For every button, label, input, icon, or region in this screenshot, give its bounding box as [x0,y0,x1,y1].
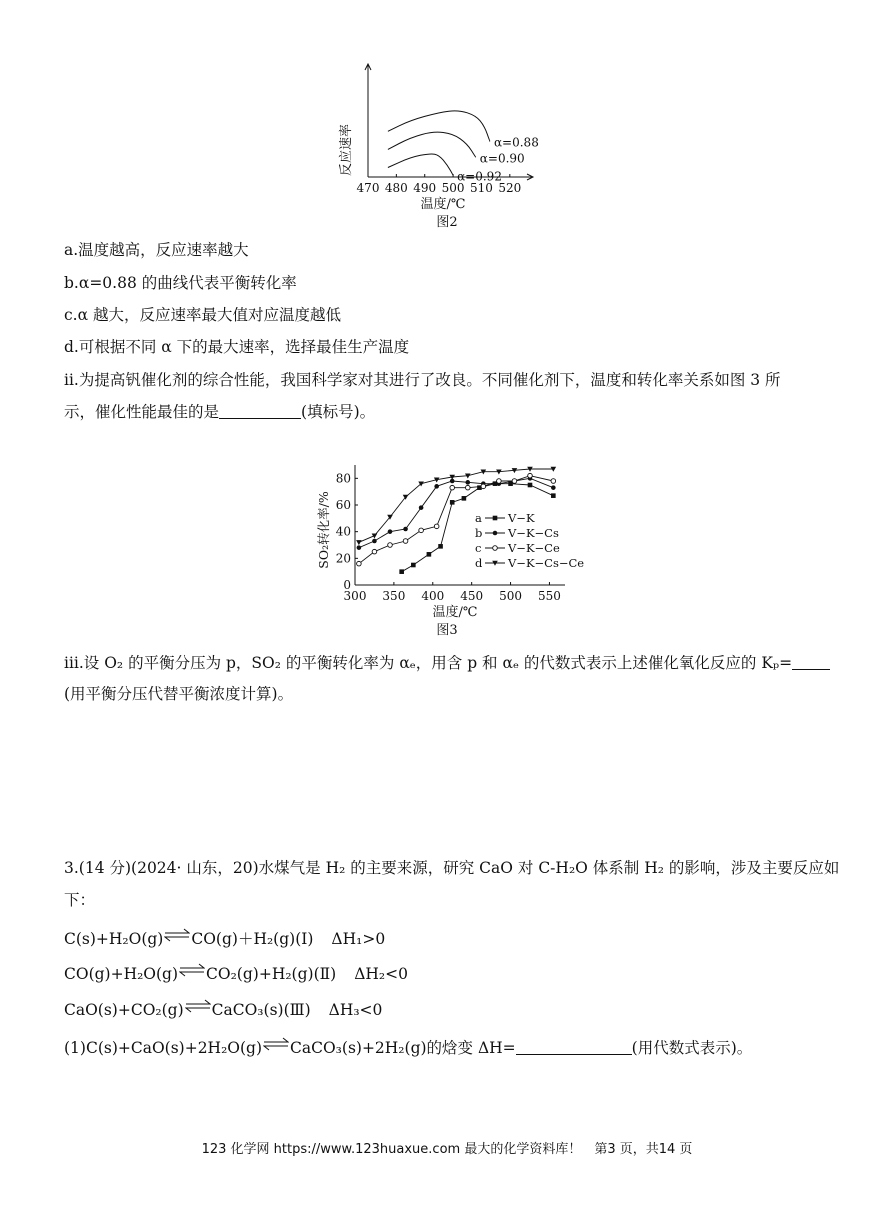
fig3-point [357,545,362,550]
fig3-point [427,552,432,557]
equilibrium-arrow-icon [179,963,205,977]
fig3-legend-letter: d [475,556,483,570]
fig3-point [551,485,556,490]
fig3-point [419,505,424,510]
fig3-point [450,500,455,505]
fig2-title: 图2 [436,215,458,230]
fig2-curve-labels [457,136,539,184]
fig2-curves [388,111,490,176]
part-1-tail: (用代数式表示)。 [631,1039,753,1057]
fig2-x-tick-label: 470 [356,181,380,195]
answer-blank-iii[interactable] [792,654,830,670]
part-1-right: CaCO₃(s)+2H₂(g)的焓变 ΔH= [290,1039,516,1057]
q-ii-text-b: (填标号)。 [301,403,376,421]
reaction-3 [64,999,382,1020]
fig2-x-tick-label: 490 [413,181,437,195]
fig3-x-tick-label: 400 [421,589,445,603]
fig3-y-tick-label: 20 [335,551,351,566]
fig3-xlabel: 温度/℃ [432,605,478,620]
fig3-point [411,563,416,568]
fig3-title: 图3 [436,623,458,638]
fig3-legend-label: V−K−Ce [508,541,560,555]
fig3-point [434,524,439,529]
fig2-curve-3 [388,154,453,175]
fig3-point [493,531,498,536]
q-iii-line1 [64,653,830,673]
fig2-ylabel: 反应速率 [339,123,354,177]
fig3-point [356,540,362,545]
fig3-point [551,493,556,498]
fig2-curve-1 [388,111,490,142]
option-c: c.α 越大，反应速率最大值对应温度越低 [64,306,342,324]
fig3-x-tick-label: 450 [460,589,484,603]
reaction-2 [64,963,408,984]
fig3-point [372,539,377,544]
answer-blank-1[interactable] [516,1039,632,1055]
q-ii-text-a: 示，催化性能最佳的是 [64,403,220,421]
fig3-point [465,480,470,485]
q-ii-line1: ⅱ.为提高钒催化剂的综合性能，我国科学家对其进行了改良。不同催化剂下，温度和转化率关系如图 3 所 [64,371,781,389]
fig2-x-tick-label: 520 [498,181,522,195]
fig3-legend-label: V−K [508,511,535,525]
q-iii-line2: (用平衡分压代替平衡浓度计算)。 [64,685,294,703]
option-b: b.α=0.88 的曲线代表平衡转化率 [64,274,297,292]
option-d: d.可根据不同 α 下的最大速率，选择最佳生产温度 [64,338,410,356]
fig3-x-tick-label: 300 [343,589,367,603]
fig3-point [372,533,378,538]
fig3-point [450,485,455,490]
equilibrium-arrow-icon [164,928,190,942]
fig3-point [528,483,533,488]
reaction-2-right: CO₂(g)+H₂(g)(Ⅱ) [206,965,337,983]
reaction-1-right: CO(g)＋H₂(g)(Ⅰ) [191,930,314,948]
reaction-3-right: CaCO₃(s)(Ⅲ) [211,1001,311,1019]
fig2-curve-label: α=0.88 [493,135,539,150]
equilibrium-arrow-icon [185,999,211,1013]
fig3-point [399,569,404,574]
fig3-y-tick-label: 80 [335,471,351,486]
fig3-point [493,516,498,521]
fig2-x-tick-label: 500 [441,181,465,195]
fig2-x-axis [368,174,533,180]
page-footer: 123 化学网 https://www.123huaxue.com 最大的化学资料库！ 第3 页，共14 页 [201,1142,693,1157]
option-a: a.温度越高，反应速率越大 [64,241,249,259]
fig3-legend [475,511,584,570]
figure-2-chart [330,60,560,235]
fig3-legend-label: V−K−Cs−Ce [508,556,585,570]
answer-blank-ii[interactable] [219,403,301,419]
reaction-2-left: CO(g)+H₂O(g) [64,965,179,983]
fig3-point [493,546,498,551]
equilibrium-arrow-icon [263,1037,289,1051]
fig2-x-tick-label: 480 [384,181,408,195]
fig3-point [434,484,439,489]
fig3-point [419,528,424,533]
fig3-legend-letter: c [475,541,482,555]
reaction-3-dh: ΔH₃<0 [328,1001,383,1019]
reaction-3-left: CaO(s)+CO₂(g) [64,1001,184,1019]
fig2-y-axis [365,64,371,177]
fig3-point [528,473,533,478]
fig2-curve-label: α=0.90 [479,151,525,166]
fig3-point [372,549,377,554]
q3-line2: 下： [64,891,96,909]
fig3-x-tick-label: 550 [537,589,561,603]
fig3-y-tick-label: 60 [335,498,351,512]
reaction-2-dh: ΔH₂<0 [354,965,408,983]
fig3-point [512,479,517,484]
fig3-point [403,527,408,532]
fig2-xlabel: 温度/℃ [420,197,466,212]
figure-3-chart [315,440,595,640]
fig3-point [438,544,443,549]
fig3-point [497,479,502,484]
fig3-legend-letter: a [475,511,482,525]
fig3-ylabel: SO₂转化率/% [316,491,331,569]
fig3-legend-letter: b [475,526,483,540]
fig3-y-tick-label: 40 [335,524,351,539]
fig2-x-tick-label: 510 [470,181,493,195]
fig3-legend-label: V−K−Cs [508,526,559,540]
fig3-point [462,496,467,501]
reaction-1-left: C(s)+H₂O(g) [64,930,164,948]
reaction-1 [64,928,385,949]
fig3-point [403,539,408,544]
part-1-question [64,1037,752,1058]
fig3-point [481,484,486,489]
reaction-1-dh: ΔH₁>0 [331,930,386,948]
fig3-point [357,561,362,566]
fig3-y-tick-label: 0 [343,578,351,592]
q-iii-text: ⅲ.设 O₂ 的平衡分压为 p，SO₂ 的平衡转化率为 αₑ，用含 p 和 αₑ 的代数式表示上述催化氧化反应的 Kₚ= [64,654,793,672]
part-1-left: (1)C(s)+CaO(s)+2H₂O(g) [64,1039,263,1057]
fig2-curve-label: α=0.92 [457,169,502,184]
q3-line1: 3.(14 分)(2024· 山东，20)水煤气是 H₂ 的主要来源，研究 CaO 对 C-H₂O 体系制 H₂ 的影响，涉及主要反应如 [64,859,840,877]
fig3-point [551,479,556,484]
fig3-x-tick-label: 350 [382,589,406,603]
fig3-x-tick-label: 500 [499,589,523,603]
q-ii-line2 [64,402,375,422]
fig3-point [388,529,393,534]
fig3-point [388,543,393,548]
fig3-point [465,485,470,490]
